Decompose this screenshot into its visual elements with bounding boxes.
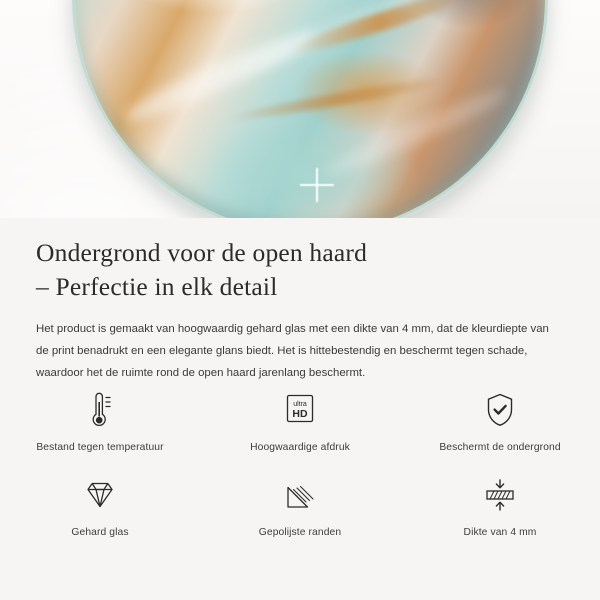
feature-grid bbox=[0, 388, 600, 538]
feature-item-surface-protection bbox=[400, 388, 600, 453]
feature-item-tempered-glass bbox=[0, 473, 200, 538]
svg-text:HD: HD bbox=[292, 408, 308, 420]
hero-image bbox=[0, 0, 600, 218]
feature-item-print-quality bbox=[200, 388, 400, 453]
polished-edges-icon bbox=[282, 473, 318, 517]
thermometer-icon bbox=[83, 388, 117, 432]
feature-label: Beschermt de ondergrond bbox=[439, 442, 561, 453]
page-title bbox=[0, 218, 600, 303]
content-area bbox=[0, 218, 600, 600]
feature-label: Gehard glas bbox=[71, 527, 129, 538]
feature-label: Bestand tegen temperatuur bbox=[36, 442, 164, 453]
diamond-icon bbox=[80, 473, 120, 517]
glass-plate-image bbox=[72, 0, 548, 218]
thickness-icon bbox=[480, 473, 520, 517]
feature-label: Gepolijste randen bbox=[258, 527, 342, 538]
headline-line-2: – Perfectie in elk detail bbox=[36, 271, 278, 301]
ultra-hd-icon bbox=[282, 388, 318, 432]
feature-label: Dikte van 4 mm bbox=[463, 527, 537, 538]
product-description-text: Het product is gemaakt van hoogwaardig gehard glas met een dikte van 4 mm, dat de kleurdiepte van de print benadrukt en een elegante glans biedt. Het is hittebestendig en beschermt tegen schade, waardoor het de ruimte rond de open haard jarenlang beschermt. bbox=[36, 323, 549, 380]
feature-item-thickness bbox=[400, 473, 600, 538]
svg-text:ultra: ultra bbox=[293, 401, 307, 408]
shield-check-icon bbox=[483, 388, 517, 432]
feature-item-polished-edges bbox=[200, 473, 400, 538]
feature-label: Hoogwaardige afdruk bbox=[250, 442, 350, 453]
headline-line-1: Ondergrond voor de open haard bbox=[36, 238, 368, 267]
feature-item-temperature bbox=[0, 388, 200, 453]
